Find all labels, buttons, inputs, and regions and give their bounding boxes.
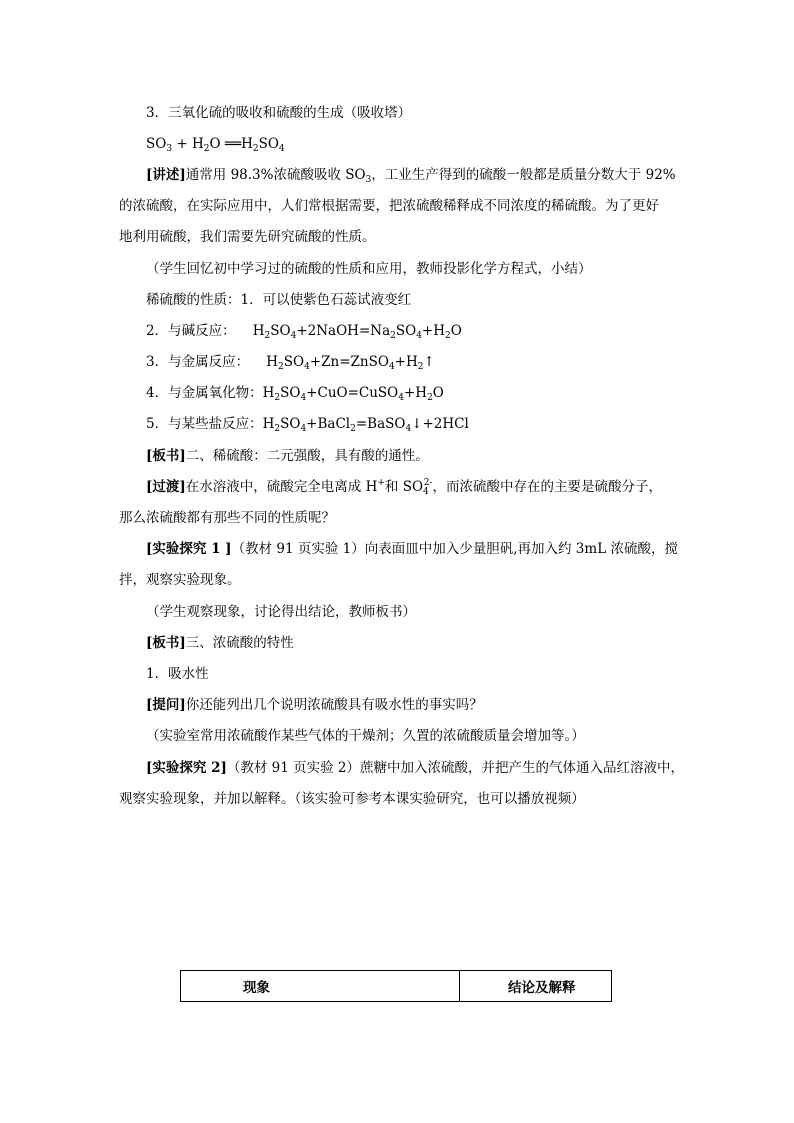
header-conclusion: 结论及解释 [460,971,612,1002]
paragraph-experiment-2-line2: 观察实验现象，并加以解释。（该实验可参考本课实验研究，也可以播放视频） [119,791,585,807]
paragraph-lecture-line2: 的浓硫酸，在实际应用中，人们常根据需要，把浓硫酸稀释成不同浓度的稀硫酸。为了更好 [119,198,659,214]
paragraph-experiment-2: [实验探究 2]（教材 91 页实验 2）蔗糖中加入浓硫酸，并把产生的气体通入品红溶液中， [146,760,685,776]
paragraph-question: [提问]你还能列出几个说明浓硫酸具有吸水性的事实吗？ [146,697,483,713]
note-student-observe: （学生观察现象，讨论得出结论，教师板书） [146,604,416,620]
tag-transition: [过渡] [146,479,186,495]
paragraph-transition: [过渡]在水溶液中，硫酸完全电离成 H+和 $SO_4^{2-}$，而浓硫酸中存在的主要是硫酸分子， [146,478,663,497]
paragraph-lecture-line3: 地利用硫酸，我们需要先研究硫酸的性质。 [119,229,376,245]
dilute-property-5: 5．与某些盐反应：$H_2SO_4+BaCl_2=BaSO_4↓+2HCl$ [146,416,469,434]
dilute-property-3: 3．与金属反应： $H_2SO_4+Zn=ZnSO_4+H_2↑$ [146,354,435,372]
board-note-concentrated: [板书]三、浓硫酸的特性 [146,635,294,651]
tag-question: [提问] [146,697,186,713]
equation-so3-h2o: $SO_3 + H_2O$ $══H_2SO_4$ [146,136,285,154]
section-heading-absorption: 3．三氧化硫的吸收和硫酸的生成（吸收塔） [146,105,412,121]
results-table [180,970,612,1002]
paragraph-experiment-1: [实验探究 1 ]（教材 91 页实验 1）向表面皿中加入少量胆矾,再加入约 3mL 浓硫酸，搅 [146,541,678,557]
note-student-recall: （学生回忆初中学习过的硫酸的性质和应用，教师投影化学方程式，小结） [146,261,592,277]
header-phenomenon: 现象 [181,971,460,1002]
note-answer: （实验室常用浓硫酸作某些气体的干燥剂；久置的浓硫酸质量会增加等。） [146,728,585,744]
subheading-hygroscopic: 1．吸水性 [146,666,209,682]
dilute-property-4: 4．与金属氧化物：$H_2SO_4+CuO=CuSO_4+H_2O$ [146,385,444,403]
tag-experiment-1: [实验探究 1 ] [146,541,232,557]
paragraph-lecture: [讲述]通常用 98.3%浓硫酸吸收 $SO_3$，工业生产得到的硫酸一般都是质量分数大于 92% [146,167,676,185]
tag-board: [板书] [146,448,186,464]
table-header-row [181,971,612,1002]
paragraph-transition-line2: 那么浓硫酸都有那些不同的性质呢？ [119,510,335,526]
dilute-property-1: 稀硫酸的性质：1．可以使紫色石蕊试液变红 [146,292,412,308]
tag-experiment-2: [实验探究 2] [146,760,227,776]
board-note-dilute: [板书]二、稀硫酸：二元强酸，具有酸的通性。 [146,448,429,464]
dilute-property-2: 2．与碱反应： $H_2SO_4+2NaOH=Na_2SO_4+H_2O$ [146,323,462,341]
tag-board-2: [板书] [146,635,186,651]
paragraph-experiment-1-line2: 拌，观察实验现象。 [119,572,241,588]
tag-lecture: [讲述] [146,167,186,183]
